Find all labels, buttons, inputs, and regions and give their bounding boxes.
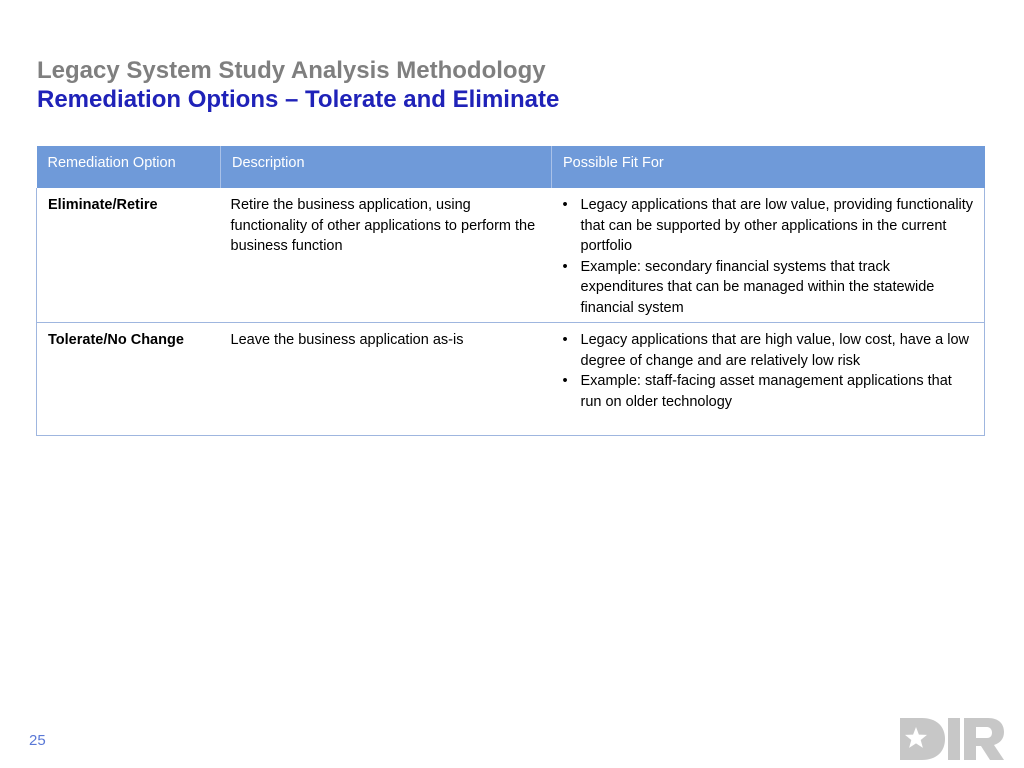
slide-title-main: Legacy System Study Analysis Methodology: [37, 57, 546, 84]
slide-subtitle: Remediation Options – Tolerate and Eliminate: [37, 86, 560, 113]
dir-logo: [900, 716, 1005, 762]
possible-fit-cell: [552, 323, 985, 436]
possible-fit-list: [562, 195, 975, 318]
description-cell: Leave the business application as-is: [221, 323, 552, 436]
slide-title: [37, 56, 559, 114]
page-number: 25: [29, 732, 46, 749]
option-name-cell: Eliminate/Retire: [37, 188, 221, 323]
table-row-eliminate-retire: [37, 188, 985, 323]
header-remediation-option: Remediation Option: [37, 146, 221, 188]
fit-bullet: • Legacy applications that are low value, providing functionality that can be supported by other applications in the current portfolio: [562, 195, 975, 257]
table-header-row: [37, 146, 985, 188]
possible-fit-list: [562, 330, 975, 412]
logo-letter-r: [964, 718, 1004, 760]
description-cell: Retire the business application, using functionality of other applications to perform the business function: [221, 188, 552, 323]
header-possible-fit-for: Possible Fit For: [552, 146, 985, 188]
table-row-tolerate-no-change: [37, 323, 985, 436]
fit-bullet-example: • Example: secondary financial systems that track expenditures that can be managed within the statewide financial system: [562, 257, 975, 319]
fit-bullet-example: • Example: staff-facing asset management applications that run on older technology: [562, 371, 975, 412]
option-name-cell: Tolerate/No Change: [37, 323, 221, 436]
logo-letter-i: [948, 718, 960, 760]
logo-letter-d: [900, 718, 945, 760]
header-description: Description: [221, 146, 552, 188]
remediation-options-table: [36, 146, 985, 436]
possible-fit-cell: [552, 188, 985, 323]
fit-bullet: • Legacy applications that are high value, low cost, have a low degree of change and are relatively low risk: [562, 330, 975, 371]
